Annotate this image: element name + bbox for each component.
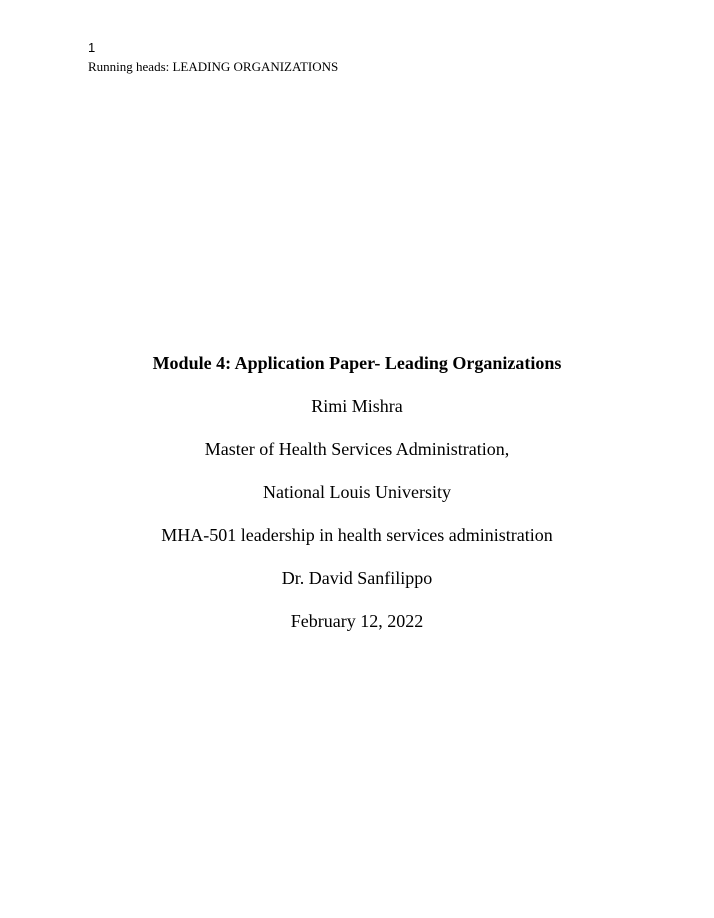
instructor-name: Dr. David Sanfilippo <box>281 568 433 588</box>
title-block <box>0 352 714 653</box>
running-head: Running heads: LEADING ORGANIZATIONS <box>88 59 339 74</box>
page-number: 1 <box>88 40 96 55</box>
author-name: Rimi Mishra <box>311 396 403 416</box>
program-name: Master of Health Services Administration, <box>204 439 510 459</box>
paper-title: Module 4: Application Paper- Leading Organizations <box>152 353 562 373</box>
course-name: MHA-501 leadership in health services administration <box>161 525 553 545</box>
submission-date: February 12, 2022 <box>290 611 424 631</box>
institution-name: National Louis University <box>263 482 451 502</box>
